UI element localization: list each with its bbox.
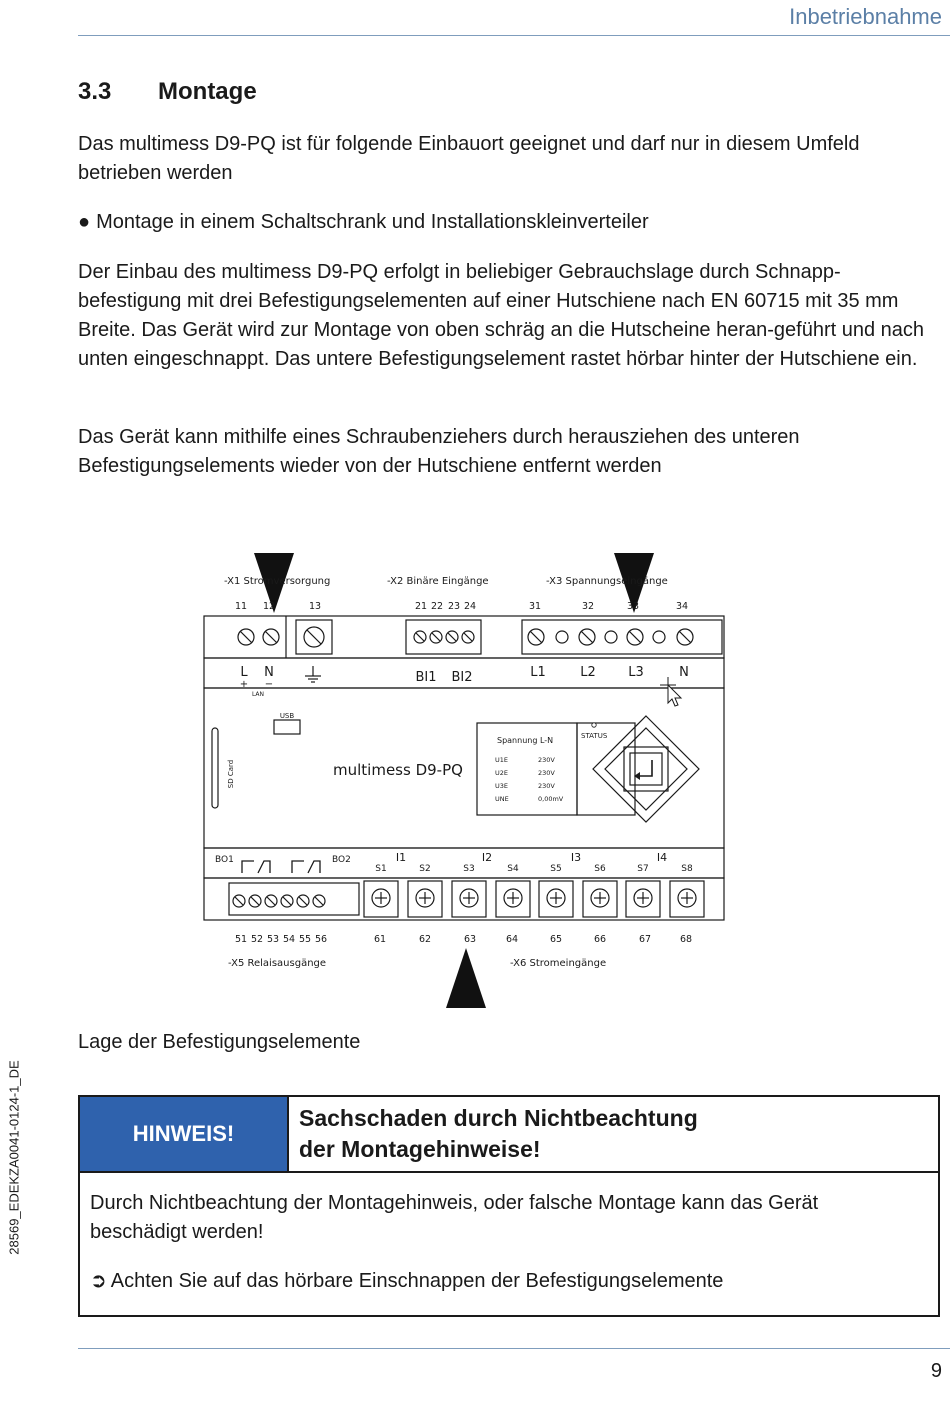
terminal-number: 31 [528,601,542,612]
terminal-number: 21 [414,601,428,612]
svg-text:−: − [264,679,274,690]
s3-label: S3 [463,864,475,874]
terminal-number: 22 [430,601,444,612]
terminal-number: 64 [505,934,519,945]
sd-card-label: SD Card [227,759,235,789]
terminal-number: 55 [298,934,312,945]
notice-title-line2: der Montagehinweise! [299,1136,541,1162]
display-row-value: 230V [538,756,555,764]
section-heading [78,78,257,106]
s5-label: S5 [550,864,562,874]
terminal-number: 11 [234,601,248,612]
page-number: 9 [930,1360,942,1382]
right-arrow-icon: ➲ [90,1270,107,1292]
notice-title [299,1103,929,1165]
bo1-label: BO1 [215,855,234,865]
mouse-cursor-icon [660,677,681,706]
document-id: 28569_EDEKZA0041-0124-1_DE [6,1060,22,1255]
notice-body: Durch Nichtbeachtung der Montagehinweis, oder falsche Montage kann das Gerät beschädigt werden! [90,1192,819,1243]
bullet-text: Montage in einem Schaltschrank und Installationskleinverteiler [96,211,649,233]
s6-label: S6 [594,864,606,874]
terminal-number: 66 [593,934,607,945]
signal-label-bi1: BI1 [415,670,437,685]
signal-label-l3: L3 [628,665,644,680]
terminal-number: 12 [262,601,276,612]
terminal-number: 62 [418,934,432,945]
bottom-screw-terminals [233,881,704,917]
terminal-number: 68 [679,934,693,945]
i4-label: I4 [656,851,668,864]
device-figure [196,548,736,1018]
notice-label: HINWEIS! [80,1097,289,1171]
display-row-value: 0,00mV [538,795,564,803]
bottom-mount-marker-icon [446,948,486,1008]
display-row-value: 230V [538,769,555,777]
terminal-number: 54 [282,934,296,945]
signal-label-n: N [264,665,274,680]
i2-label: I2 [481,851,493,864]
terminal-number: 56 [314,934,328,945]
installation-paragraph: Der Einbau des multimess D9-PQ erfolgt in beliebiger Gebrauchslage durch Schnapp-befestigung mit drei Befestigungselementen auf einer Hutschiene nach EN 60715 mit 35 mm Breite. Das Gerät wird zur Montage von oben schräg an die Hutscheine heran-geführt und nach unten eingeschnappt. Das untere Befestigungselement rastet hörbar hinter der Hutschiene ein. [78,261,925,370]
footer-divider [78,1348,950,1349]
terminal-number: 61 [373,934,387,945]
s4-label: S4 [507,864,519,874]
s7-label: S7 [637,864,649,874]
s8-label: S8 [681,864,693,874]
device-name-label: multimess D9-PQ [333,761,463,779]
usb-label: USB [279,712,295,720]
intro-paragraph: Das multimess D9-PQ ist für folgende Einbauort geeignet und darf nur in diesem Umfeld betrieben werden [78,133,860,184]
i3-label: I3 [570,851,582,864]
terminal-number: 52 [250,934,264,945]
lan-label: LAN [251,691,265,698]
section-number: 3.3 [78,78,112,105]
terminal-number: 33 [626,601,640,612]
bo2-label: BO2 [332,855,351,865]
signal-label-bi2: BI2 [451,670,473,685]
group-label-x2: -X2 Binäre Eingänge [387,576,489,587]
section-title: Montage [158,78,257,105]
terminal-number: 51 [234,934,248,945]
display-title: Spannung L-N [497,736,554,745]
terminal-number: 53 [266,934,280,945]
group-label-x1: -X1 Stromversorgung [224,576,331,587]
notice-action-text: Achten Sie auf das hörbare Einschnappen der Befestigungselemente [110,1270,724,1292]
display-row-value: 230V [538,782,555,790]
display-row-label: U1E [495,756,508,764]
header-divider [78,35,950,36]
group-label-x5: -X5 Relaisausgänge [228,958,327,969]
terminal-number: 63 [463,934,477,945]
notice-title-line1: Sachschaden durch Nichtbeachtung [299,1105,698,1131]
terminal-number: 34 [675,601,689,612]
status-led-icon [592,723,596,727]
i1-label: I1 [395,851,407,864]
signal-label-l1: L1 [530,665,546,680]
removal-paragraph: Das Gerät kann mithilfe eines Schraubenziehers durch herausziehen des unteren Befestigungselements wieder von der Hutschiene entfernt werden [78,426,800,477]
terminal-number: 65 [549,934,563,945]
terminal-number: 67 [638,934,652,945]
signal-label-l2: L2 [580,665,596,680]
terminal-number: 13 [308,601,322,612]
notice-box [78,1095,940,1317]
s1-label: S1 [375,864,387,874]
status-label: STATUS [581,732,608,740]
s2-label: S2 [419,864,431,874]
top-screw-terminals [238,627,693,647]
figure-caption: Lage der Befestigungselemente [78,1031,361,1053]
display-row-label: U3E [495,782,508,790]
notice-divider [80,1171,938,1173]
terminal-number: 23 [447,601,461,612]
svg-text:+: + [239,679,249,690]
signal-label-n3: N [679,665,689,680]
terminal-number: 32 [581,601,595,612]
group-label-x3: -X3 Spannungseingänge [546,576,668,587]
terminal-number: 24 [463,601,477,612]
bullet-item [78,208,933,237]
display-row-label: UNE [495,795,509,803]
group-label-x6: -X6 Stromeingänge [510,958,607,969]
notice-action [90,1267,920,1296]
signal-label-l: L [240,665,248,680]
bullet-icon: ● [78,211,91,233]
running-header-title: Inbetriebnahme [789,4,942,29]
display-row-label: U2E [495,769,508,777]
